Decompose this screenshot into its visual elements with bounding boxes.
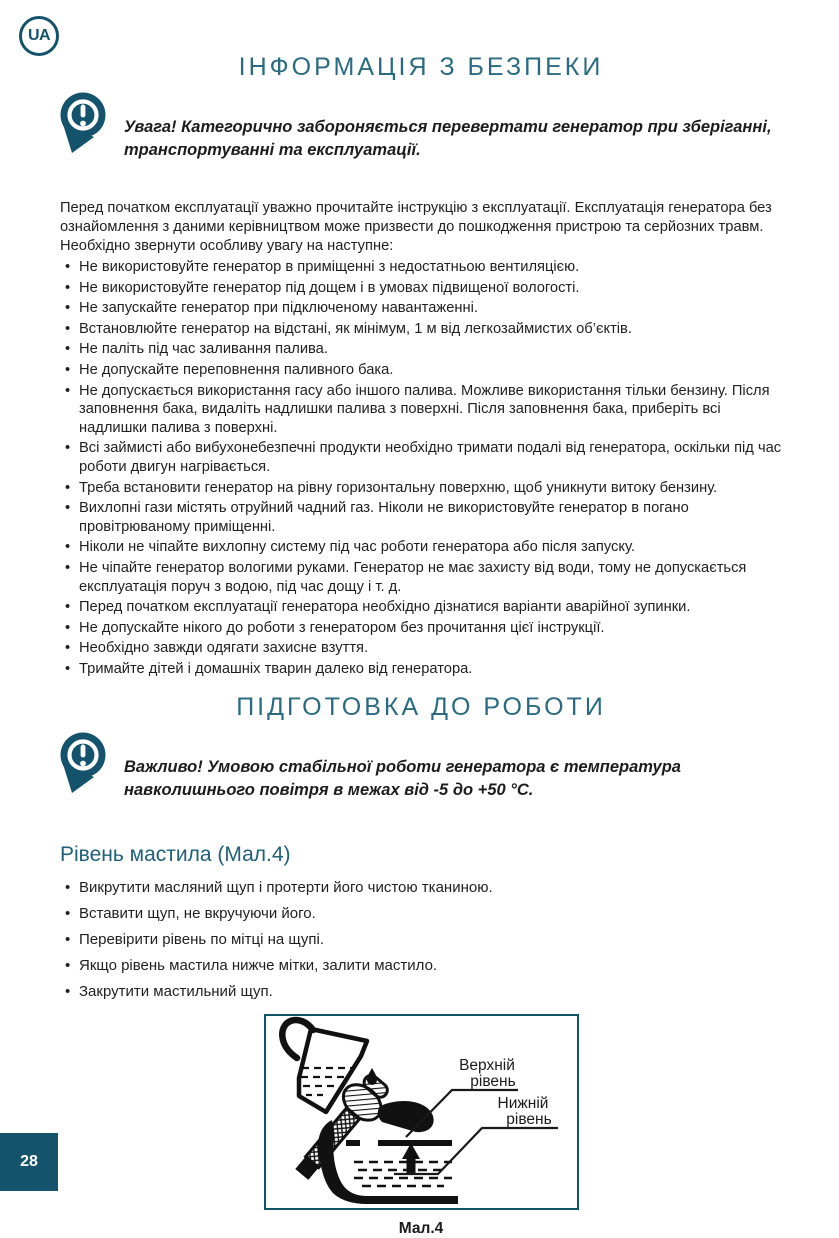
safety-bullet-list [60,258,782,678]
page-number-badge: 28 [0,1133,58,1191]
oil-level-subtitle: Рівень мастила (Мал.4) [60,843,291,867]
safety-list-item: • Не запускайте генератор при підключеному навантаженні. [79,299,782,318]
safety-list-item: • Не допускайте нікого до роботи з генератором без прочитання цієї інструкції. [79,619,782,638]
safety-intro-paragraph: Перед початком експлуатації уважно прочитайте інструкцію з експлуатації. Експлуатація генератора без ознайомлення з даними керівництвом може призвести до пошкодження пристрою та серйозних травм. Необхідно звернути особливу увагу на наступне: [60,200,772,254]
safety-warning-text: Увага! Категорично забороняється перевертати генератор при зберіганні, транспортуванні та експлуатації. [124,117,772,159]
upper-level-label-line1: Верхній [458,1056,515,1074]
ua-language-badge: UA [19,16,59,56]
safety-list-item: • Не використовуйте генератор під дощем і в умовах підвищеної вологості. [79,279,782,298]
oil-list-item: • Вставити щуп, не вкручуючи його. [79,904,782,924]
preparation-section-title: ПІДГОТОВКА ДО РОБОТИ [236,693,606,722]
safety-list-item: • Не паліть під час заливання палива. [79,340,782,359]
exclamation-bubble-icon [60,732,107,799]
safety-warning-callout [60,92,782,178]
oil-list-item: • Закрутити мастильний щуп. [79,982,782,1002]
oil-level-bullet-list [60,878,782,1002]
safety-section-title: ІНФОРМАЦІЯ З БЕЗПЕКИ [238,53,604,81]
safety-list-item: • Всі займисті або вибухонебезпечні продукти необхідно тримати подалі від генератора, оскільки під час роботи двигун нагрівається. [79,439,782,476]
lower-level-label-line2: рівень [505,1110,552,1128]
safety-list-item: • Встановлюйте генератор на відстані, як мінімум, 1 м від легкозаймистих об’єктів. [79,320,782,339]
safety-list-item: • Необхідно завжди одягати захисне взуття. [79,639,782,658]
svg-text:Нижній [497,1095,548,1112]
dipstick-figure [264,1014,579,1210]
oil-list-item: • Викрутити масляний щуп і протерти його чистою тканиною. [79,878,782,898]
preparation-warning-callout [60,732,782,818]
svg-text:рівень [470,1073,515,1090]
safety-list-item: • Ніколи не чіпайте вихлопну систему під час роботи генератора або після запуску. [79,538,782,557]
svg-text:Верхній [459,1057,515,1074]
safety-list-item: • Перед початком експлуатації генератора необхідно дізнатися варіанти аварійної зупинки. [79,598,782,617]
oil-list-item: • Перевірити рівень по мітці на щупі. [79,930,782,950]
figure-4-container [60,1014,782,1238]
safety-list-item: • Не чіпайте генератор вологими руками. Генератор не має захисту від води, тому не допускається експлуатація поруч з водою, під час дощу і т. д. [79,559,782,596]
upper-level-label-line2: рівень [469,1072,516,1090]
oil-list-item: • Якщо рівень мастила нижче мітки, залити мастило. [79,956,782,976]
safety-list-item: • Тримайте дітей і домашніх тварин далеко від генератора. [79,660,782,679]
exclamation-bubble-icon [60,92,107,159]
svg-text:рівень [506,1111,551,1128]
figure-4-caption: Мал.4 [398,1219,444,1237]
preparation-warning-text: Важливо! Умовою стабільної роботи генератора є температура навколишнього повітря в межах від -5 до +50 °C. [124,757,681,799]
safety-list-item: • Не допускається використання гасу або іншого палива. Можливе використання тільки бензину. Після заповнення бака, видаліть надлишки палива з поверхні. Після заповнення бака, приберіть всі надлишки палива з поверхні. [79,382,782,438]
safety-list-item: • Не допускайте переповнення паливного бака. [79,361,782,380]
lower-level-label-line1: Нижній [497,1094,548,1112]
safety-list-item: • Треба встановити генератор на рівну горизонтальну поверхню, щоб уникнути витоку бензину. [79,479,782,498]
safety-list-item: • Вихлопні гази містять отруйний чадний газ. Ніколи не використовуйте генератор в погано провітрюваному приміщенні. [79,499,782,536]
safety-list-item: • Не використовуйте генератор в приміщенні з недостатньою вентиляцією. [79,258,782,277]
